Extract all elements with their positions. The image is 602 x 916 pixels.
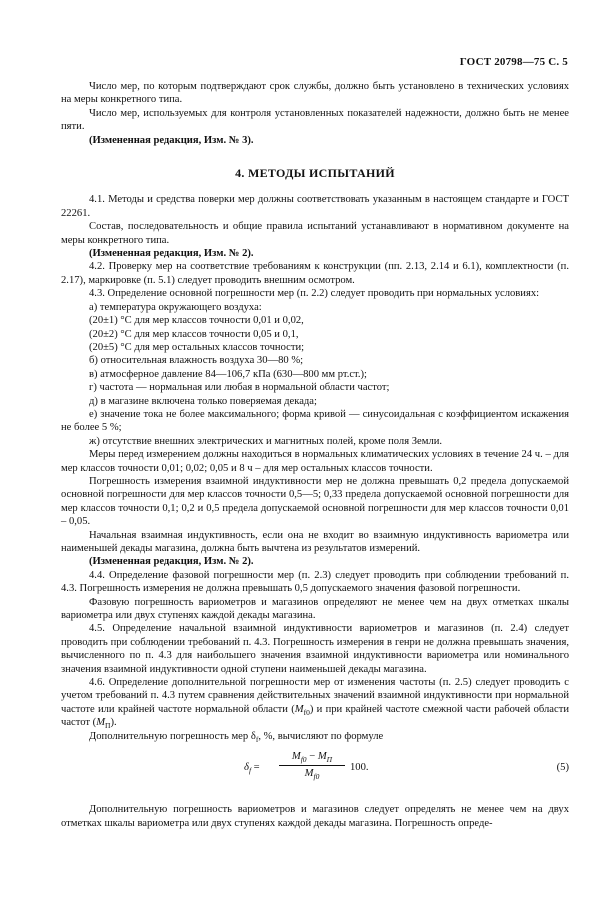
paragraph: ж) отсутствие внешних электрических и магнитных полей, кроме поля Земли.: [89, 435, 443, 447]
formula-fraction: [279, 750, 345, 780]
paragraph-4-6: 4.6. Определение дополнительной погрешности мер от изменения частоты (п. 2.5) следует проводить с учетом требований п. 4.3 путем сравнения действительных значений взаимной индуктивности при нормальной частоте или крайней частоте нормальной области $(M_{f0})$ и при крайней частоте смежной части рабочей области частот $(M_П)$.: [61, 677, 570, 731]
paragraph: (20±1) °С для мер классов точности 0,01 и 0,02,: [89, 315, 304, 327]
paragraph: б) относительная влажность воздуха 30—80 %;: [89, 355, 304, 367]
running-header: ГОСТ 20798—75 С. 5: [459, 56, 568, 68]
paragraph-last: Дополнительную погрешность вариометров и магазинов следует определять не менее чем на двух отметках шкалы вариометра или двух ступенях каждой декады магазина. Погрешность опреде-: [61, 804, 569, 829]
formula-lhs: $\delta_f$ =: [244, 762, 260, 776]
paragraph: (Измененная редакция, Изм. № 2).: [89, 556, 254, 568]
intro-paragraphs: [61, 80, 569, 147]
paragraph: 4.3. Определение основной погрешности мер (п. 2.2) следует проводить при нормальных условиях:: [89, 288, 540, 300]
paragraph: Число мер, используемых для контроля установленных показателей надежности, должно быть не менее пяти.: [61, 107, 569, 133]
paragraph: 4.4. Определение фазовой погрешности мер (п. 2.3) следует проводить при соблюдении требований п. 4.3. Погрешность измерения не должна превышать 0,5 допускаемого значения фазовой погрешности.: [61, 569, 569, 595]
paragraph: г) частота — нормальная или любая в нормальной области частот;: [89, 382, 390, 394]
paragraph: Фазовую погрешность вариометров и магазинов определяют не менее чем на двух отметках шкалы вариометра или двух ступенях каждой декады магазина.: [61, 596, 569, 622]
paragraph: (Измененная редакция, Изм. № 2).: [89, 248, 254, 260]
formula-multiplier: 100.: [350, 762, 369, 774]
paragraph: а) температура окружающего воздуха:: [89, 301, 262, 313]
paragraph: д) в магазине включена только поверяемая декада;: [89, 395, 317, 407]
paragraph: 4.5. Определение начальной взаимной индуктивности вариометров и магазинов (п. 2.4) следует проводить при соблюдении требований п. 4.3. Погрешность измерения в генри не должна превышать значения, вычисленного по п. 4.3 для наибольшего значения взаимной индуктивности вариометра или номинального значения взаимной индуктивности одной ступени наименьшей декады магазина.: [61, 623, 569, 675]
paragraph: е) значение тока не более максимального; форма кривой — синусоидальная с коэффициентом искажения не более 5 %;: [61, 408, 569, 434]
paragraph: Меры перед измерением должны находиться в нормальных климатических условиях в течение 24 ч. – для мер классов точности 0,01; 0,02; 0,05 и 8 ч – для мер остальных классов точности.: [61, 449, 569, 474]
paragraph: Погрешность измерения взаимной индуктивности мер не должна превышать 0,2 предела допускаемой основной погрешности для мер классов точности 0,5—5; 0,33 предела допускаемой основной погрешности для мер классов точности 0,1; 0,2 и 0,5 предела допускаемой основной погрешности для мер классов точности 0,01 – 0,05.: [61, 475, 569, 528]
paragraph: в) атмосферное давление 84—106,7 кПа (630—800 мм рт.ст.);: [89, 368, 367, 380]
paragraph: Число мер, по которым подтверждают срок службы, должно быть установлено в технических условиях на меры конкретного типа.: [61, 81, 569, 106]
paragraph: (Измененная редакция, Изм. № 3).: [89, 134, 254, 146]
paragraph: (20±5) °С для мер остальных классов точности;: [89, 341, 305, 353]
paragraph: 4.2. Проверку мер на соответствие требованиям к конструкции (пп. 2.13, 2.14 и 6.1), комплектности (п. 2.17), маркировке (п. 5.1) следует проводить внешним осмотром.: [61, 261, 569, 286]
paragraph: (20±2) °С для мер классов точности 0,05 и 0,1,: [89, 328, 299, 340]
formula-number: (5): [556, 762, 569, 774]
section-heading: 4. МЕТОДЫ ИСПЫТАНИЙ: [235, 166, 395, 181]
formula-5: [61, 747, 569, 793]
paragraph: Состав, последовательность и общие правила испытаний устанавливают в нормативном документе на меры конкретного типа.: [61, 221, 569, 246]
formula-intro: Дополнительную погрешность мер $\delta_f$, %, вычисляют по формуле: [89, 730, 384, 744]
paragraph: Начальная взаимная индуктивность, если она не входит во взаимную индуктивность вариометра или наименьшей декады магазина, должна быть вычтена из результатов измерений.: [61, 529, 569, 554]
page-content: [61, 80, 569, 830]
formula-numerator: $M_{f0} - M_П$: [279, 750, 345, 765]
section-paragraphs: [61, 193, 569, 676]
formula-denominator: $M_{f0}$: [304, 767, 320, 781]
paragraph: 4.1. Методы и средства поверки мер должны соответствовать указанным в настоящем стандарте и ГОСТ 22261.: [61, 194, 569, 219]
